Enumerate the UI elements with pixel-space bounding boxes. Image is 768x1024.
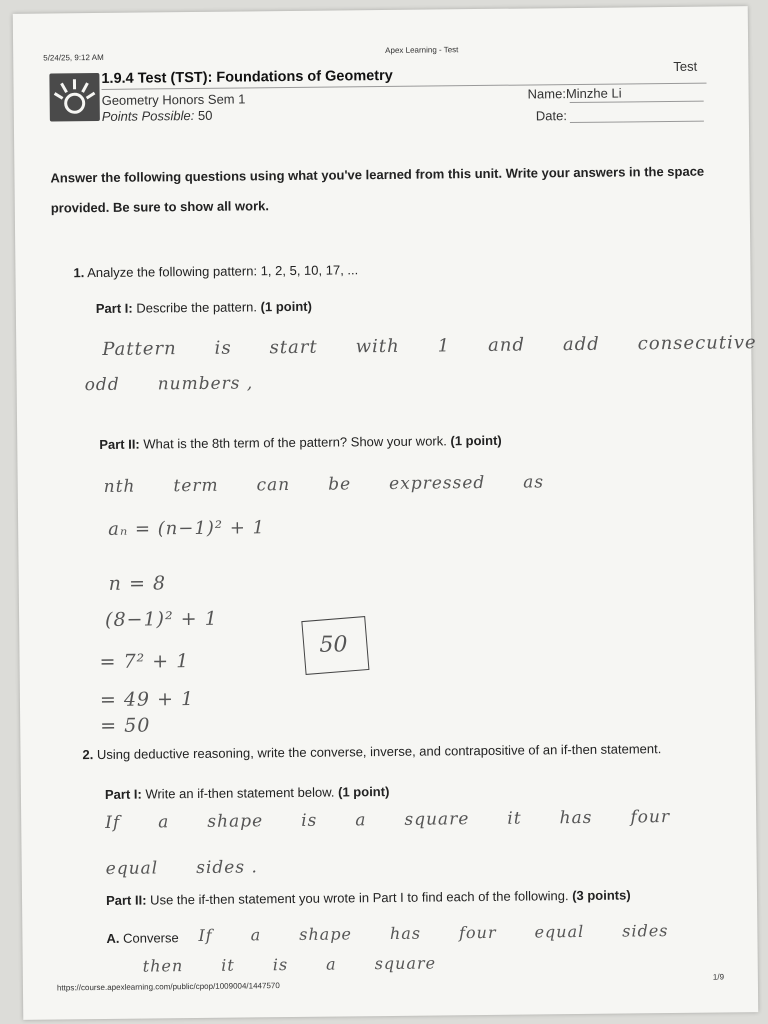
q2-part2-prompt: Part II: Use the if-then statement you wrote in Part I to find each of the following. (3 points) xyxy=(105,887,631,908)
name-field: Name:Minzhe Li xyxy=(527,85,622,102)
q1-part1-answer-line1: Pattern is start with 1 and add consecutive xyxy=(102,332,757,360)
boxed-answer: 50 xyxy=(319,632,348,658)
q2-part1-answer-line2: equal sides . xyxy=(105,857,258,879)
q2-converse-answer-line1: If a shape has four equal sides xyxy=(198,921,669,945)
q2-converse-label: A. Converse xyxy=(106,930,179,946)
q2-part1-answer-line1: If a shape is a square it has four xyxy=(105,807,671,833)
test-type-label: Test xyxy=(673,58,698,74)
question-1: 1. Analyze the following pattern: 1, 2, 5, 10, 17, ... xyxy=(73,262,359,281)
q1-formula: aₙ = (n−1)² + 1 xyxy=(108,517,266,540)
test-title: 1.9.4 Test (TST): Foundations of Geometry xyxy=(101,67,393,87)
date-label: Date: xyxy=(535,108,568,124)
q1-part2-prompt: Part II: What is the 8th term of the pattern? Show your work. (1 point) xyxy=(99,432,502,452)
page-number: 1/9 xyxy=(712,972,725,982)
q1-step-5: = 50 xyxy=(100,714,151,737)
q1-part1-answer-line2: odd numbers , xyxy=(84,373,254,396)
instructions: Answer the following questions using what you've learned from this unit. Write your answers in the space provided. Be sure to show all work. xyxy=(50,163,705,216)
q2-part1-prompt: Part I: Write an if-then statement below. (1 point) xyxy=(104,783,390,802)
q2-converse-answer-line2: then it is a square xyxy=(142,953,437,976)
date-underline xyxy=(570,121,704,123)
question-2: 2. Using deductive reasoning, write the converse, inverse, and contrapositive of an if-then statement. xyxy=(82,741,662,763)
points-possible: Points Possible: 50 xyxy=(101,107,213,124)
q1-part1-prompt: Part I: Describe the pattern. (1 point) xyxy=(95,298,312,317)
q1-work-line: nth term can be expressed as xyxy=(103,472,545,497)
q1-step-1: n = 8 xyxy=(108,572,167,595)
print-site-title: Apex Learning - Test xyxy=(385,45,459,55)
q1-step-3: = 7² + 1 xyxy=(99,650,190,674)
print-datetime: 5/24/25, 9:12 AM xyxy=(43,52,104,63)
q1-step-2: (8−1)² + 1 xyxy=(104,607,218,631)
q1-step-4: = 49 + 1 xyxy=(99,688,195,711)
footer-url: https://course.apexlearning.com/public/cpop/1009004/1447570 xyxy=(56,981,280,993)
test-page xyxy=(13,6,758,1020)
apex-logo-icon xyxy=(49,73,99,122)
name-underline xyxy=(570,101,704,103)
course-name: Geometry Honors Sem 1 xyxy=(101,91,246,108)
